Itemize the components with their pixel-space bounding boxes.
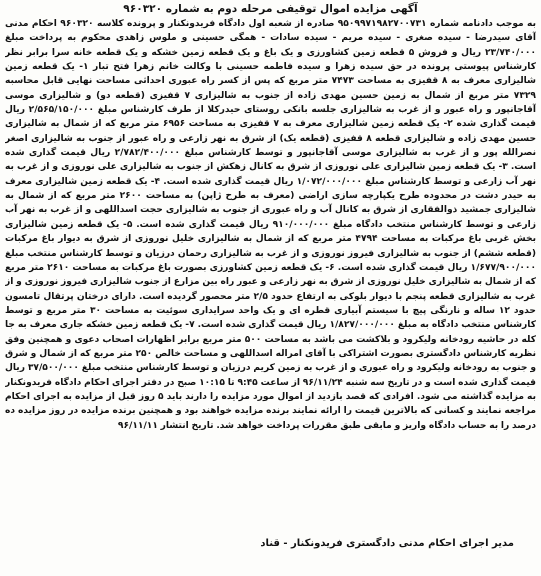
notice-body: به موجب دادنامه شماره ۹۵۰۹۹۷۱۹۸۲۷۰۰۷۳۱ صادره از شعبه اول دادگاه فریدونکنار و پرونده کلاسه ۹۶۰۳۲۰ احکام مدنی آقای سیدرضا - سیده صغری - سیده مریم - سیده سادات - همگی حسینی و ملوس زاهدی محکوم به پرداخت مبلغ ۲۳/۷۴۰/۰۰۰ ریال و فروش ۵ قطعه زمین کشاورزی و یک باغ و یک قطعه زمین خشکه و یک قطعه خانه سرا برابر نظر کارشناس پیوستی پرونده در حق سیده زهرا و سیده فاطمه حسینی با وکالت خانم زهرا فتح تبار ۱- یک قطعه زمین شالیزاری معرف به ۸ قفیزی به مساحت ۷۴۷۳ متر مربع که پس از کسر راه عبوری احداثی مساحت نهایی قابل محاسبه ۷۳۲۹ متر مربع از شمال به زمین حسین مهدی زاده از جنوب به شالیزاری ۷ قفیزی (قطعه دو) و شالیزاری موسی آقاجانپور و راه عبور و از غرب به شالیزاری جلسه بانکی روستای حیدرکلا از طرف کارشناس مبلغ ۲/۵۶۵/۱۵۰/۰۰۰ ریال قیمت گذاری شده ۲- یک قطعه زمین شالیزاری معرف به ۷ قفیزی به مساحت ۶۹۵۶ متر مربع که از شمال به شالیزاری حسین مهدی زاده و شالیزاری قطعه ۸ قفیزی (قطعه یک) از شرق به نهر زارعی و راه عبور از جنوب به شالیزاری اصغر نصرالله پور و از غرب به شالیزاری موسی آقاجانپور و توسط کارشناس مبلغ ۲/۷۸۲/۴۰۰/۰۰۰ ریال قیمت گذاری شده است. ۳- یک قطعه زمین شالیزاری علی نوروزی از شرق به کانال زهکش از جنوب به شالیزاری علی نوروزی و از غرب به نهر آب زارعی و توسط کارشناس مبلغ ۱/۰۷۲/۰۰۰/۰۰۰ ریال قیمت گذاری شده است. ۴- یک قطعه زمین شالیزاری معرف به حیدر دشت در محدوده طرح یکپارچه سازی اراضی (معرف به طرح ژاپن) به مساحت ۲۶۰۰ متر مربع که از شمال به شالیزاری جمشید ذوالفقاری از شرق به کانال آب و راه عبوری از جنوب به شالیزاری حجت اسداللهی و از غرب به نهر آب زارعی و توسط کارشناس منتخب دادگاه مبلغ ۹۱۰/۰۰۰/۰۰۰ ریال قیمت گذاری شده است. ۵- یک قطعه زمین شالیزاری بخش غربی باغ مرکبات به مساحت ۴۷۹۴ متر مربع که از شمال به شالیزاری خلیل نوروزی از شرق به دیوار باغ مرکبات (قطعه ششم) از جنوب به شالیزاری فیروز نوروزی و از غرب به شالیزاری رحمان درزیان و توسط کارشناس منتخب مبلغ ۱/۶۷۷/۹۰۰/۰۰۰ ریال قیمت گذاری شده است. ۶- یک قطعه زمین کشاورزی بصورت باغ مرکبات به مساحت ۲۶۱۰ متر مربع که از شمال به شالیزاری خلیل نوروزی از شرق به نهر زارعی و عبور راه بین مزارع از جنوب شالیزاری فیروز نوروزی و از غرب به شالیزاری قطعه پنجم با دیوار بلوکی به ارتفاع حدود ۲/۵ متر محصور گردیده است. دارای درختان پرتقال تامسون حدود ۱۲ ساله و نارنگی پیچ با سیستم آبیاری قطره ای و یک واحد سرایداری سوئیت به مساحت ۳۰ متر مربع و توسط کارشناس منتخب دادگاه به مبلغ ۱/۸۲۷/۰۰۰/۰۰۰ ریال قیمت گذاری شده است. ۷- یک قطعه زمین خشکه جاری معرف به جا کله در حاشیه رودخانه ولیکرود و بلاکشت می باشد به مساحت ۵۰۰ متر مربع برابر اظهارات اصحاب دعوی و همچنین وفق نظریه کارشناس دادگستری بصورت اشتراکی با آقای امراله اسداللهی و مساحت خالص ۲۵۰ متر مربع که از شمال و شرق و جنوب به رودخانه ولیکرود و راه عبوری و از غرب به زمین کریم درزیان و توسط کارشناس منتخب مبلغ ۳۷/۵۰۰/۰۰۰ ریال قیمت گذاری شده است و در تاریخ سه شنبه ۹۶/۱۱/۲۴ از ساعت ۹:۴۵ تا ۱۰:۱۵ صبح در دفتر اجرای احکام دادگاه فریدونکنار به مزایده گذاشته می شود. افرادی که قصد بازدید از اموال مورد مزایده را دارند باید ۵ روز قبل از مزایده به اجرای احکام مراجعه نمایند و کسانی که بالاترین قیمت را ارائه نمایند برنده مزایده خواهند بود و همچنین برنده مزایده در روز مزایده ده درصد را به حساب دادگاه واریز و مابقی طبق مقررات پرداخت خواهد شد. تاریخ انتشار ۹۶/۱۱/۱۱ (5, 19, 536, 431)
notice-title: آگهی مزایده اموال توقیفی مرحله دوم به شماره ۹۶۰۳۲۰ (123, 3, 418, 15)
notice-signature: مدیر اجرای احکام مدنی دادگستری فریدونکنار - قناد (260, 538, 514, 549)
